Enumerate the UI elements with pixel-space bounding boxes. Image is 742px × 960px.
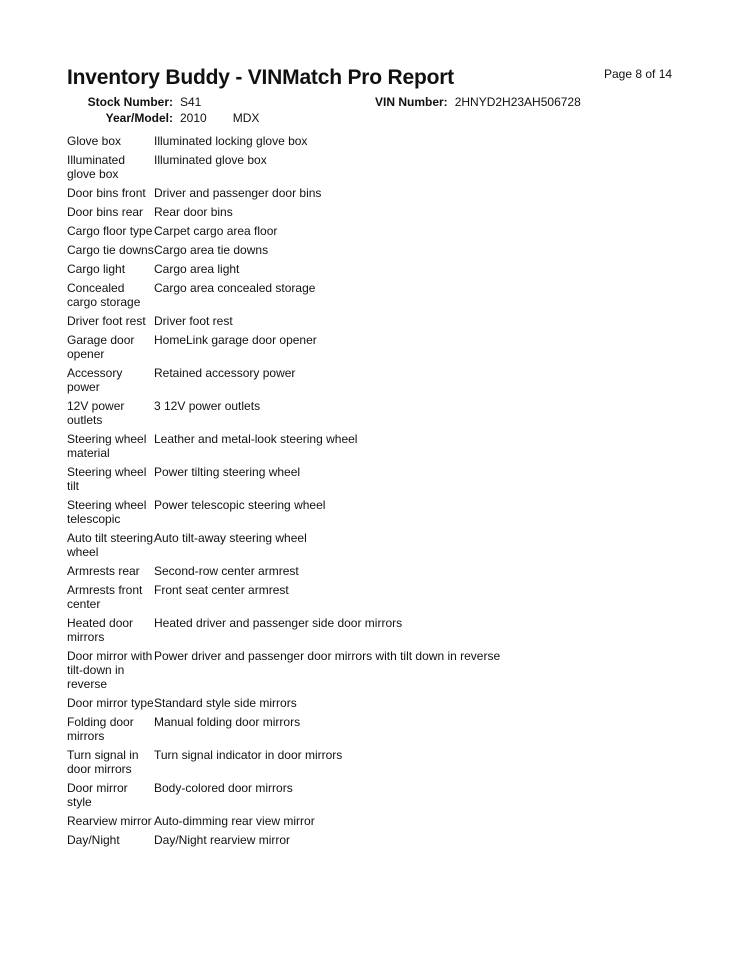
table-row (67, 531, 707, 559)
feature-name: Day/Night (67, 833, 120, 847)
feature-description: Front seat center armrest (154, 583, 289, 597)
table-row (67, 205, 707, 219)
feature-description: Leather and metal-look steering wheel (154, 432, 358, 446)
table-row (67, 781, 707, 809)
table-row (67, 399, 707, 427)
feature-name: Door bins front (67, 186, 146, 200)
feature-description: Rear door bins (154, 205, 233, 219)
table-row (67, 314, 707, 328)
feature-description: Second-row center armrest (154, 564, 299, 578)
feature-name: Driver foot rest (67, 314, 146, 328)
feature-name: Steering wheel tilt (67, 465, 147, 493)
feature-description: Turn signal indicator in door mirrors (154, 748, 343, 762)
feature-name: Rearview mirror (67, 814, 152, 828)
feature-description: Power telescopic steering wheel (154, 498, 326, 512)
table-row (67, 583, 707, 611)
table-row (67, 649, 707, 691)
feature-description: Body-colored door mirrors (154, 781, 293, 795)
year-model-label: Year/Model: (105, 111, 173, 125)
feature-description: HomeLink garage door opener (154, 333, 317, 347)
page-number: Page 8 of 14 (604, 67, 673, 81)
feature-description: Retained accessory power (154, 366, 296, 380)
table-row (67, 748, 707, 776)
feature-description: Standard style side mirrors (154, 696, 297, 710)
feature-name: 12V power outlets (67, 399, 125, 427)
feature-name: Armrests rear (67, 564, 140, 578)
table-row (67, 243, 707, 257)
stock-number-value: S41 (180, 95, 202, 109)
vin-label: VIN Number: (375, 95, 448, 109)
stock-number (67, 95, 201, 109)
table-row (67, 616, 707, 644)
table-row (67, 153, 707, 181)
feature-name: Folding door mirrors (67, 715, 134, 743)
feature-name: Steering wheel telescopic (67, 498, 147, 526)
table-row (67, 134, 707, 148)
table-row (67, 262, 707, 276)
feature-description: Cargo area tie downs (154, 243, 269, 257)
feature-description: 3 12V power outlets (154, 399, 261, 413)
feature-description: Manual folding door mirrors (154, 715, 301, 729)
table-row (67, 715, 707, 743)
feature-name: Garage door opener (67, 333, 135, 361)
feature-name: Glove box (67, 134, 122, 148)
table-row (67, 281, 707, 309)
feature-description: Cargo area concealed storage (154, 281, 316, 295)
feature-name: Door mirror with tilt-down in reverse (67, 649, 153, 691)
model-value: MDX (232, 111, 260, 125)
table-row (67, 564, 707, 578)
feature-name: Illuminated glove box (67, 153, 126, 181)
feature-name: Accessory power (67, 366, 123, 394)
feature-description: Carpet cargo area floor (154, 224, 278, 238)
feature-name: Cargo floor type (67, 224, 153, 238)
year-value: 2010 (180, 111, 207, 125)
feature-name: Steering wheel material (67, 432, 147, 460)
feature-description: Driver and passenger door bins (154, 186, 322, 200)
table-row (67, 814, 707, 828)
feature-list (67, 134, 707, 852)
feature-name: Concealed cargo storage (67, 281, 141, 309)
feature-description: Cargo area light (154, 262, 240, 276)
table-row (67, 333, 707, 361)
report-title: Inventory Buddy - VINMatch Pro Report (67, 66, 454, 89)
feature-name: Cargo tie downs (67, 243, 154, 257)
table-row (67, 186, 707, 200)
table-row (67, 465, 707, 493)
feature-name: Turn signal in door mirrors (67, 748, 139, 776)
table-row (67, 432, 707, 460)
stock-number-label: Stock Number: (87, 95, 173, 109)
year-model (67, 111, 259, 125)
feature-name: Door mirror style (67, 781, 128, 809)
table-row (67, 498, 707, 526)
feature-description: Power driver and passenger door mirrors with tilt down in reverse (154, 649, 501, 663)
feature-description: Auto-dimming rear view mirror (154, 814, 315, 828)
feature-description: Heated driver and passenger side door mirrors (154, 616, 403, 630)
feature-name: Auto tilt steering wheel (67, 531, 154, 559)
feature-name: Armrests front center (67, 583, 143, 611)
feature-name: Heated door mirrors (67, 616, 134, 644)
feature-description: Driver foot rest (154, 314, 233, 328)
feature-description: Auto tilt-away steering wheel (154, 531, 307, 545)
feature-name: Cargo light (67, 262, 126, 276)
table-row (67, 833, 707, 847)
feature-description: Illuminated glove box (154, 153, 267, 167)
feature-description: Day/Night rearview mirror (154, 833, 291, 847)
feature-description: Power tilting steering wheel (154, 465, 301, 479)
vin-number (375, 95, 581, 109)
vin-value: 2HNYD2H23AH506728 (454, 95, 581, 109)
feature-description: Illuminated locking glove box (154, 134, 308, 148)
table-row (67, 224, 707, 238)
feature-name: Door mirror type (67, 696, 154, 710)
table-row (67, 366, 707, 394)
feature-name: Door bins rear (67, 205, 144, 219)
table-row (67, 696, 707, 710)
